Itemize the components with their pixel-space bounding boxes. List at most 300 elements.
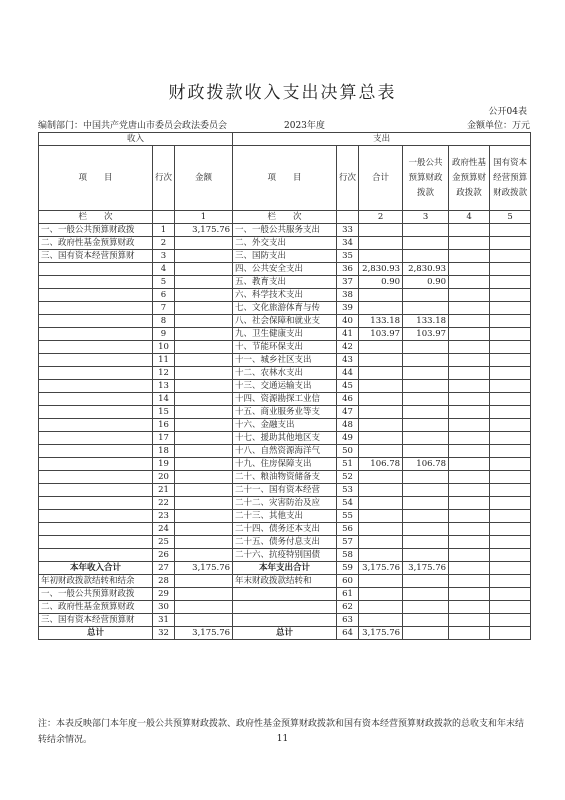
income-rowno-cell: 4 [153,263,175,276]
expense-rowno-cell: 59 [337,562,359,575]
gen-budget-cell [403,497,449,510]
state-capital-cell [490,588,531,601]
table-row [39,458,531,471]
gov-fund-cell [449,549,490,562]
income-item-cell [39,458,153,471]
income-item-header: 项 目 [39,146,153,211]
table-row [39,250,531,263]
income-rowno-cell: 19 [153,458,175,471]
column-index-row [39,211,531,224]
state-capital-cell [490,549,531,562]
gen-budget-cell: 0.90 [403,276,449,289]
income-amount-cell [175,432,233,445]
income-rowno-cell: 1 [153,224,175,237]
expense-item-cell: 六、科学技术支出 [233,289,337,302]
expense-item-cell: 十二、农林水支出 [233,367,337,380]
gov-fund-cell [449,289,490,302]
expense-rowno-cell: 47 [337,406,359,419]
table-row [39,445,531,458]
income-rowno-cell: 11 [153,354,175,367]
expense-item-cell: 九、卫生健康支出 [233,328,337,341]
expense-total-cell: 133.18 [359,315,403,328]
gov-fund-cell [449,484,490,497]
table-row [39,406,531,419]
state-capital-cell [490,523,531,536]
table-row [39,601,531,614]
col-index-1: 1 [175,211,233,224]
income-amount-cell [175,601,233,614]
state-capital-cell [490,237,531,250]
expense-item-cell: 十七、援助其他地区支 [233,432,337,445]
table-row [39,497,531,510]
expense-rowno-cell: 64 [337,627,359,640]
state-capital-cell [490,354,531,367]
expense-header: 支出 [233,133,531,146]
income-amount-cell [175,237,233,250]
gov-fund-cell [449,237,490,250]
income-amount-cell [175,315,233,328]
expense-item-cell: 二十、粮油物资储备支 [233,471,337,484]
page-title: 财政拨款收入支出决算总表 [168,83,397,103]
income-rowno-cell: 29 [153,588,175,601]
income-item-cell: 三、国有资本经营预算财 [39,250,153,263]
expense-item-cell: 一、一般公共服务支出 [233,224,337,237]
table-row [39,536,531,549]
table-row [39,419,531,432]
col-index-2: 2 [359,211,403,224]
gov-fund-cell [449,562,490,575]
income-item-cell: 总计 [39,627,153,640]
expense-rowno-cell: 43 [337,354,359,367]
expense-item-cell: 十一、城乡社区支出 [233,354,337,367]
income-amount-cell [175,289,233,302]
table-row [39,263,531,276]
income-rowno-cell: 27 [153,562,175,575]
income-rowno-cell: 30 [153,601,175,614]
income-amount-cell [175,393,233,406]
income-rowno-cell: 13 [153,380,175,393]
expense-total-cell [359,523,403,536]
table-row [39,614,531,627]
income-header: 收入 [39,133,233,146]
income-amount-cell: 3,175.76 [175,224,233,237]
table-row [39,354,531,367]
expense-rowno-cell: 45 [337,380,359,393]
expense-item-cell: 二十二、灾害防治及应 [233,497,337,510]
table-row [39,510,531,523]
income-amount-cell [175,458,233,471]
expense-total-cell [359,471,403,484]
expense-item-cell: 二十一、国有资本经营 [233,484,337,497]
state-capital-cell [490,484,531,497]
income-amount-cell [175,354,233,367]
income-item-cell [39,406,153,419]
dept-label: 编制部门：中国共产党唐山市委员会政法委员会 [38,121,228,131]
expense-total-cell: 103.97 [359,328,403,341]
gen-budget-cell [403,393,449,406]
income-item-cell [39,419,153,432]
income-item-cell [39,328,153,341]
gov-fund-cell [449,614,490,627]
expense-item-cell: 十三、交通运输支出 [233,380,337,393]
expense-item-cell: 十、节能环保支出 [233,341,337,354]
expense-rowno-cell: 39 [337,302,359,315]
income-item-cell [39,497,153,510]
gov-fund-cell [449,406,490,419]
gov-fund-cell [449,523,490,536]
expense-total-cell [359,289,403,302]
expense-total-cell [359,237,403,250]
table-row [39,380,531,393]
income-amount-cell [175,276,233,289]
state-capital-cell [490,367,531,380]
income-rowno-cell: 20 [153,471,175,484]
income-amount-cell [175,510,233,523]
state-capital-cell [490,575,531,588]
gen-budget-cell [403,575,449,588]
expense-rowno-cell: 60 [337,575,359,588]
income-item-cell [39,523,153,536]
expense-total-cell [359,380,403,393]
expense-item-cell: 十九、住房保障支出 [233,458,337,471]
income-rowno-cell: 24 [153,523,175,536]
gov-fund-cell [449,393,490,406]
expense-item-cell: 五、教育支出 [233,276,337,289]
income-item-cell [39,549,153,562]
table-row [39,575,531,588]
gov-fund-cell [449,458,490,471]
gov-fund-cell [449,302,490,315]
expense-total-cell [359,484,403,497]
expense-rowno-cell: 36 [337,263,359,276]
expense-total-cell [359,419,403,432]
state-capital-cell [490,445,531,458]
col-label-left: 栏 次 [39,211,153,224]
state-capital-cell [490,302,531,315]
expense-item-cell [233,588,337,601]
expense-rowno-cell: 61 [337,588,359,601]
table-note: 注：本表反映部门本年度一般公共预算财政拨款、政府性基金预算财政拨款和国有资本经营预算财政拨款的总收支和年末结转结余情况。 [38,719,525,745]
gen-budget-cell [403,367,449,380]
income-amount-cell: 3,175.76 [175,627,233,640]
income-rowno-cell: 22 [153,497,175,510]
income-item-cell: 年初财政拨款结转和结余 [39,575,153,588]
expense-item-header: 项 目 [233,146,337,211]
expense-rowno-cell: 35 [337,250,359,263]
expense-total-cell [359,497,403,510]
col-index-3: 3 [403,211,449,224]
income-rowno-cell: 18 [153,445,175,458]
expense-rowno-cell: 37 [337,276,359,289]
expense-item-cell: 本年支出合计 [233,562,337,575]
gen-budget-cell [403,250,449,263]
income-amount-cell: 3,175.76 [175,562,233,575]
income-amount-cell [175,406,233,419]
expense-rowno-cell: 50 [337,445,359,458]
expense-total-cell: 3,175.76 [359,627,403,640]
expense-total-cell [359,393,403,406]
income-rowno-cell: 9 [153,328,175,341]
income-rowno-cell: 23 [153,510,175,523]
gov-fund-cell [449,627,490,640]
income-item-cell [39,432,153,445]
income-rowno-cell: 2 [153,237,175,250]
expense-total-cell [359,445,403,458]
expense-total-cell: 0.90 [359,276,403,289]
income-item-cell: 一、一般公共预算财政拨 [39,588,153,601]
state-capital-cell [490,614,531,627]
expense-item-cell: 十八、自然资源海洋气 [233,445,337,458]
table-row [39,315,531,328]
table-row [39,627,531,640]
gov-fund-cell [449,445,490,458]
table-row [39,549,531,562]
expense-total-cell: 3,175.76 [359,562,403,575]
state-capital-cell [490,497,531,510]
year-label: 2023年度 [284,121,325,131]
table-row [39,341,531,354]
income-amount-cell [175,471,233,484]
expense-rowno-cell: 51 [337,458,359,471]
income-item-cell [39,393,153,406]
income-amount-cell [175,302,233,315]
income-rowno-cell: 3 [153,250,175,263]
expense-rowno-cell: 42 [337,341,359,354]
income-rowno-cell: 15 [153,406,175,419]
table-row [39,393,531,406]
header-row-main [39,146,531,211]
income-item-cell [39,510,153,523]
income-rowno-cell: 12 [153,367,175,380]
income-amount-cell [175,367,233,380]
income-amount-header: 金额 [175,146,233,211]
expense-rowno-cell: 58 [337,549,359,562]
meta-row [38,118,530,130]
expense-total-cell [359,341,403,354]
state-capital-cell [490,562,531,575]
expense-item-cell: 八、社会保障和就业支 [233,315,337,328]
state-capital-cell [490,419,531,432]
expense-rowno-cell: 48 [337,419,359,432]
income-rowno-cell: 10 [153,341,175,354]
table-row [39,562,531,575]
gov-fund-header: 政府性基金预算财政拨款 [449,146,490,211]
income-amount-cell [175,588,233,601]
income-amount-cell [175,341,233,354]
expense-rowno-cell: 55 [337,510,359,523]
gov-fund-cell [449,419,490,432]
income-item-cell [39,471,153,484]
col-label-right: 栏 次 [233,211,337,224]
income-amount-cell [175,445,233,458]
table-row [39,289,531,302]
expense-item-cell: 二、外交支出 [233,237,337,250]
income-rowno-cell: 31 [153,614,175,627]
gov-fund-cell [449,471,490,484]
gen-budget-cell [403,471,449,484]
state-capital-cell [490,289,531,302]
gen-budget-cell [403,523,449,536]
gen-budget-cell [403,588,449,601]
page-number: 11 [276,734,289,744]
state-capital-cell [490,315,531,328]
gen-budget-cell [403,510,449,523]
income-rowno-cell: 7 [153,302,175,315]
income-amount-cell [175,536,233,549]
col-index-4: 4 [449,211,490,224]
gov-fund-cell [449,432,490,445]
income-amount-cell [175,484,233,497]
income-amount-cell [175,328,233,341]
expense-rowno-cell: 62 [337,601,359,614]
gov-fund-cell [449,341,490,354]
income-item-cell [39,445,153,458]
income-item-cell: 二、政府性基金预算财政 [39,237,153,250]
income-item-cell [39,380,153,393]
budget-table [38,132,531,640]
expense-rowno-cell: 34 [337,237,359,250]
table-code: 公开04表 [488,107,527,117]
gen-budget-header: 一般公共预算财政拨款 [403,146,449,211]
header-row-top [39,133,531,146]
gov-fund-cell [449,536,490,549]
expense-total-cell [359,250,403,263]
state-capital-cell [490,432,531,445]
income-rowno-cell: 8 [153,315,175,328]
table-row [39,302,531,315]
gen-budget-cell [403,341,449,354]
unit-label: 金额单位：万元 [466,121,530,131]
expense-total-cell [359,406,403,419]
gen-budget-cell [403,224,449,237]
gen-budget-cell [403,354,449,367]
table-row [39,276,531,289]
gen-budget-cell [403,380,449,393]
expense-rowno-cell: 40 [337,315,359,328]
income-item-cell: 本年收入合计 [39,562,153,575]
gov-fund-cell [449,354,490,367]
expense-total-cell [359,224,403,237]
expense-total-cell [359,510,403,523]
table-row [39,367,531,380]
income-item-cell: 三、国有资本经营预算财 [39,614,153,627]
income-amount-cell [175,263,233,276]
gen-budget-cell [403,445,449,458]
expense-rowno-cell: 46 [337,393,359,406]
expense-item-cell: 十五、商业服务业等支 [233,406,337,419]
expense-total-cell [359,588,403,601]
income-item-cell [39,367,153,380]
gen-budget-cell [403,627,449,640]
gen-budget-cell: 3,175.76 [403,562,449,575]
income-item-cell [39,302,153,315]
income-rowno-cell: 17 [153,432,175,445]
table-row [39,328,531,341]
gov-fund-cell [449,367,490,380]
expense-item-cell [233,601,337,614]
gen-budget-cell [403,484,449,497]
income-item-cell [39,354,153,367]
state-capital-cell [490,224,531,237]
state-capital-cell [490,393,531,406]
gov-fund-cell [449,224,490,237]
income-item-cell: 二、政府性基金预算财政 [39,601,153,614]
income-item-cell [39,276,153,289]
state-capital-cell [490,341,531,354]
expense-total-cell [359,367,403,380]
state-capital-cell [490,250,531,263]
income-amount-cell [175,523,233,536]
total-header: 合计 [359,146,403,211]
gov-fund-cell [449,276,490,289]
table-row [39,224,531,237]
table-body [39,133,531,640]
expense-rowno-cell: 54 [337,497,359,510]
expense-item-cell: 十六、金融支出 [233,419,337,432]
expense-item-cell: 总计 [233,627,337,640]
gen-budget-cell [403,289,449,302]
expense-item-cell: 十四、资源勘探工业信 [233,393,337,406]
income-item-cell [39,484,153,497]
expense-total-cell [359,354,403,367]
expense-rowno-header: 行次 [337,146,359,211]
expense-item-cell: 七、文化旅游体育与传 [233,302,337,315]
expense-total-cell [359,302,403,315]
income-rowno-cell: 14 [153,393,175,406]
gen-budget-cell: 2,830.93 [403,263,449,276]
expense-total-cell: 106.78 [359,458,403,471]
gen-budget-cell [403,237,449,250]
state-capital-cell [490,328,531,341]
expense-rowno-cell: 33 [337,224,359,237]
state-capital-cell [490,510,531,523]
income-amount-cell [175,380,233,393]
income-rowno-header: 行次 [153,146,175,211]
table-row [39,237,531,250]
state-capital-cell [490,601,531,614]
state-capital-cell [490,458,531,471]
gen-budget-cell: 133.18 [403,315,449,328]
expense-total-cell [359,536,403,549]
gen-budget-cell [403,601,449,614]
gov-fund-cell [449,601,490,614]
expense-rowno-cell: 41 [337,328,359,341]
expense-rowno-cell: 53 [337,484,359,497]
income-amount-cell [175,549,233,562]
expense-total-cell [359,432,403,445]
expense-total-cell [359,614,403,627]
expense-item-cell: 三、国防支出 [233,250,337,263]
income-amount-cell [175,497,233,510]
income-item-cell [39,315,153,328]
gen-budget-cell [403,302,449,315]
income-amount-cell [175,419,233,432]
state-capital-cell [490,471,531,484]
gov-fund-cell [449,250,490,263]
col-blank [153,211,175,224]
expense-total-cell [359,601,403,614]
expense-rowno-cell: 44 [337,367,359,380]
gen-budget-cell: 106.78 [403,458,449,471]
col-index-5: 5 [490,211,531,224]
state-capital-cell [490,380,531,393]
state-capital-cell [490,536,531,549]
expense-total-cell: 2,830.93 [359,263,403,276]
state-capital-cell [490,406,531,419]
gen-budget-cell [403,406,449,419]
expense-item-cell: 年末财政拨款结转和 [233,575,337,588]
gen-budget-cell [403,614,449,627]
